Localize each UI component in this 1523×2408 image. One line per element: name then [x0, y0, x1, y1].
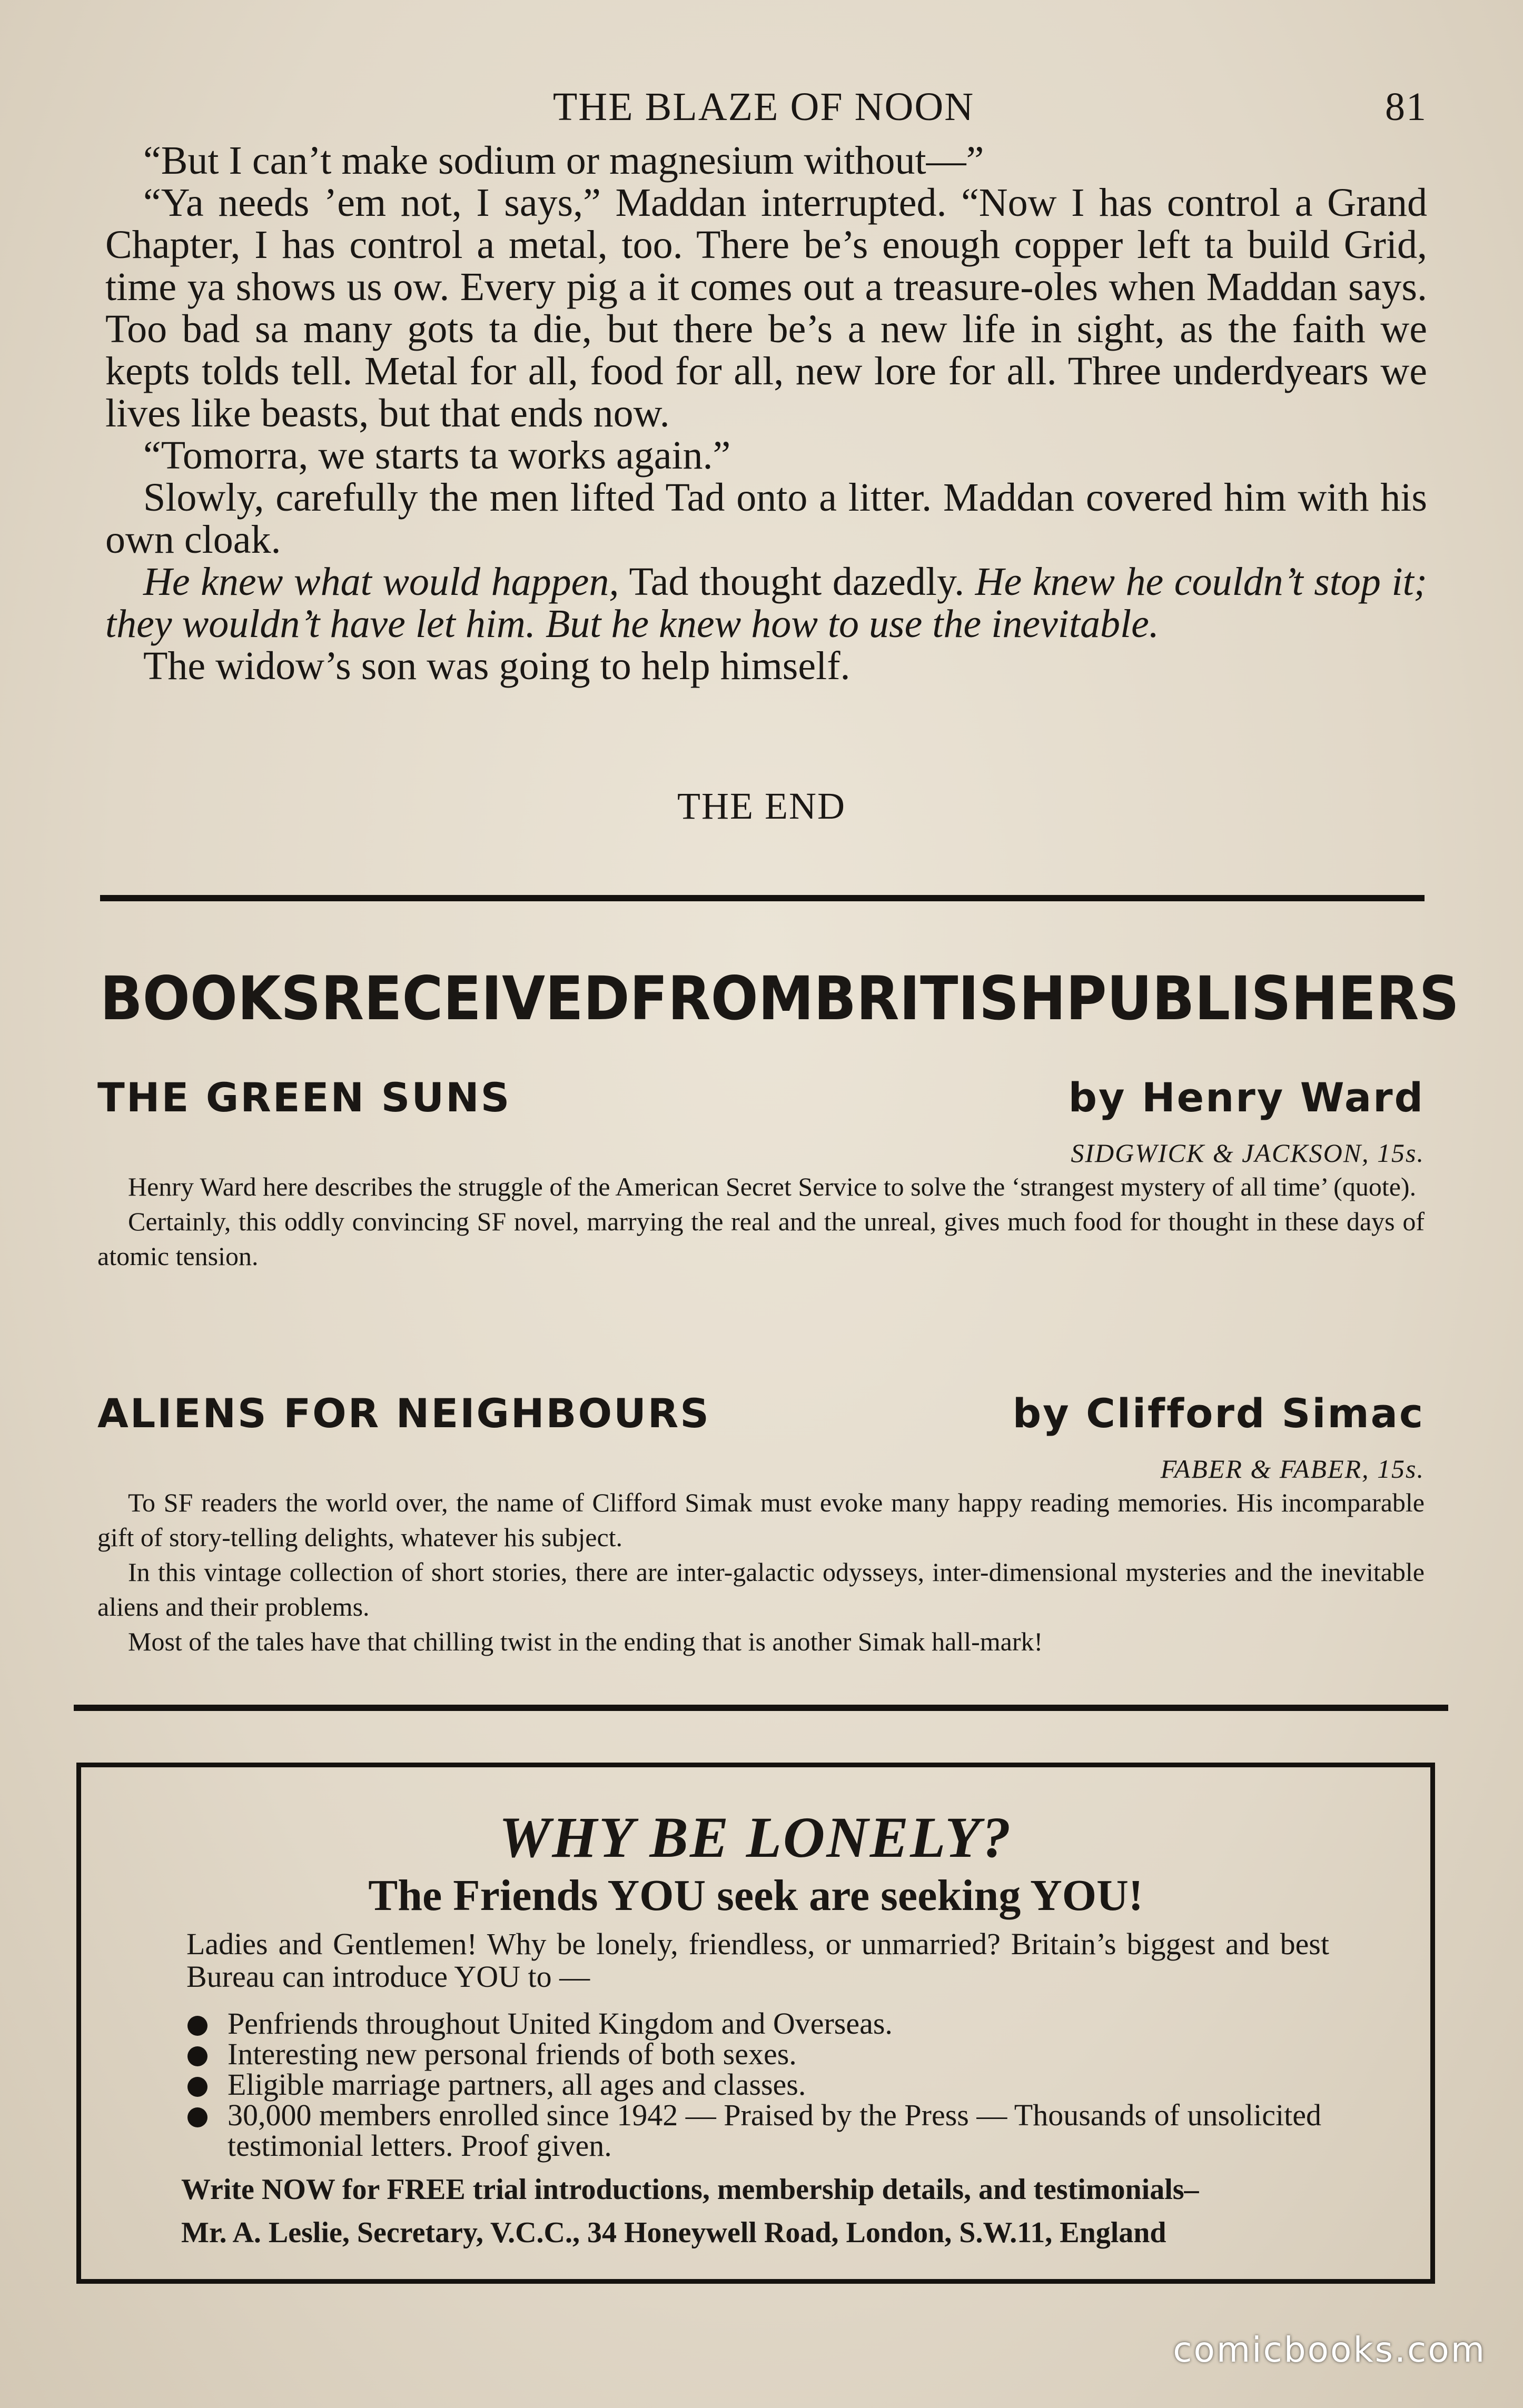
review-paragraph: Henry Ward here describes the struggle of the American Secret Service to solve the ‘strangest mystery of all time’ (quote). [128, 1172, 1417, 1201]
book-publisher: SIDGWICK & JACKSON, 15s. [1071, 1138, 1425, 1168]
advert-title: WHY BE LONELY? [499, 1805, 1013, 1869]
story-paragraph: “Tomorra, we starts ta works again.” [143, 433, 731, 477]
advert-bullet-list [186, 2008, 1329, 2161]
story-paragraph: The widow’s son was going to help himself. [143, 644, 850, 688]
book-description [97, 1169, 1425, 1273]
story-paragraph-italic [105, 561, 1427, 645]
list-item [186, 2039, 1329, 2069]
story-text [105, 140, 1427, 687]
watermark: comicbooks.com [1173, 2330, 1486, 2370]
the-end-label: THE END [677, 785, 846, 827]
review-paragraph: In this vintage collection of short stories, there are inter-galactic odysseys, inter-dimensional mysteries and the inevitable aliens and their problems. [97, 1557, 1425, 1621]
review-paragraph: Most of the tales have that chilling twist in the ending that is another Simak hall-mark! [128, 1627, 1043, 1656]
list-item-text: Interesting new personal friends of both sexes. [228, 2037, 797, 2071]
list-item [186, 2100, 1329, 2161]
running-title: THE BLAZE OF NOON [552, 85, 975, 129]
bullet-icon [187, 2077, 207, 2097]
page-number: 81 [1385, 85, 1427, 129]
heading-word: RECEIVED [321, 963, 630, 1033]
story-paragraph: “Ya needs ’em not, I says,” Maddan interrupted. “Now I has control a Grand Chapter, I has control a metal, too. There be’s enough copper left ta build Grid, time ya shows us ow. Every pig a it comes out a treasure-oles when Maddan says. Too bad sa many gots ta die, but there be’s a new life in sight, as the faith we kepts tolds tell. Metal for all, food for all, new lore for all. Three underdyears we lives like beasts, but that ends now. [105, 181, 1427, 435]
list-item-text: Penfriends throughout United Kingdom and Overseas. [228, 2006, 893, 2041]
review-paragraph: To SF readers the world over, the name of Clifford Simak must evoke many happy reading memories. His incomparable gift of story-telling delights, whatever his subject. [97, 1488, 1425, 1552]
advert-intro: Ladies and Gentlemen! Why be lonely, friendless, or unmarried? Britain’s biggest and best Bureau can introduce YOU to — [186, 1927, 1329, 1994]
bullet-icon [187, 2107, 207, 2127]
heading-word: BRITISH [814, 963, 1066, 1033]
advert-call-to-action: Write NOW for FREE trial introductions, membership details, and testimonials– [181, 2173, 1199, 2206]
narration: Tad thought dazedly. [619, 560, 975, 604]
book-review [97, 1074, 1425, 1273]
italic-thought: He knew what would happen, [143, 560, 619, 604]
list-item-text: 30,000 members enrolled since 1942 — Praised by the Press — Thousands of unsolicited testimonial letters. Proof given. [228, 2098, 1321, 2163]
book-author: by Henry Ward [1068, 1074, 1425, 1121]
advert-subtitle: The Friends YOU seek are seeking YOU! [368, 1871, 1143, 1920]
lonely-hearts-advert [76, 1763, 1435, 2284]
advert-address: Mr. A. Leslie, Secretary, V.C.C., 34 Honeywell Road, London, S.W.11, England [181, 2216, 1166, 2249]
book-author: by Clifford Simac [1012, 1390, 1425, 1437]
divider-rule [74, 1705, 1448, 1711]
bullet-icon [187, 2046, 207, 2066]
list-item-text: Eligible marriage partners, all ages and classes. [228, 2067, 806, 2102]
list-item [186, 2008, 1329, 2039]
review-paragraph: Certainly, this oddly convincing SF novel, marrying the real and the unreal, gives much food for thought in these days of atomic tension. [97, 1207, 1425, 1271]
heading-word: FROM [629, 963, 814, 1033]
book-title: THE GREEN SUNS [97, 1074, 511, 1121]
book-title: ALIENS FOR NEIGHBOURS [97, 1390, 711, 1437]
book-review [97, 1390, 1425, 1659]
book-header [97, 1390, 1425, 1437]
books-received-heading [100, 963, 1459, 1033]
italic-thought: He knew he couldn’t stop it; they wouldn’t have let him. But he knew how to use the inevitable. [105, 560, 1427, 646]
story-paragraph: Slowly, carefully the men lifted Tad onto a litter. Maddan covered him with his own cloak. [105, 475, 1427, 562]
running-head [100, 84, 1427, 132]
list-item [186, 2069, 1329, 2100]
divider-rule [100, 895, 1425, 901]
book-header [97, 1074, 1425, 1121]
heading-word: PUBLISHERS [1065, 963, 1459, 1033]
bullet-icon [187, 2016, 207, 2036]
book-publisher: FABER & FABER, 15s. [1160, 1454, 1425, 1484]
heading-word: BOOKS [100, 963, 321, 1033]
book-description [97, 1485, 1425, 1659]
story-paragraph: “But I can’t make sodium or magnesium without—” [143, 138, 984, 183]
